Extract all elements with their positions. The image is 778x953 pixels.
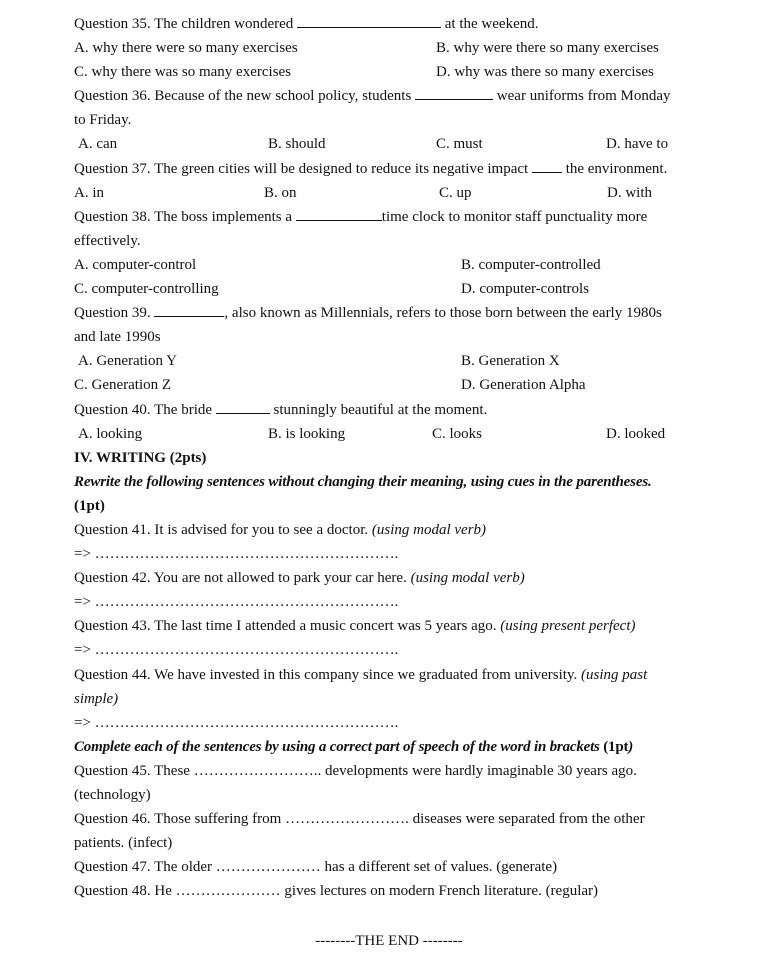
question-38 [74,205,724,229]
question-35-stem-end: at the weekend. [444,16,539,32]
option-a: A. Generation Y [78,353,177,370]
question-43-cue: (using present perfect) [500,618,636,635]
option-a: A. can [78,136,118,153]
question-36-options [74,132,724,156]
question-45: Question 45. These …………………….. developments were hardly imaginable 30 years ago. [74,762,637,779]
question-41 [74,518,724,542]
end-marker: --------THE END -------- [315,933,463,949]
question-44-cue-continuation: simple) [74,690,119,707]
question-39-options-row-1 [74,349,724,373]
question-35-options-row-2 [74,60,724,84]
option-d: D. with [607,184,652,201]
answer-blank [154,301,224,317]
question-37-options [74,181,724,205]
option-c: C. computer-controlling [74,281,219,298]
answer-line: => ……………………………………………………. [74,594,399,611]
section-heading: IV. WRITING (2pts) [74,449,207,466]
option-c: C. why there was so many exercises [74,64,292,81]
question-47: Question 47. The older ………………… has a different set of values. (generate) [74,859,558,876]
question-37-stem: Question 37. The green cities will be designed to reduce its negative impact [74,160,529,177]
option-c: C. up [439,184,472,201]
question-48: Question 48. He ………………… gives lectures on modern French literature. (regular) [74,883,599,900]
question-44 [74,663,724,687]
question-41-cue: (using modal verb) [371,521,487,538]
question-39-options-row-2 [74,373,724,397]
option-d: D. have to [606,136,669,153]
instruction-word-form-points-close: ) [628,738,634,755]
option-b: B. Generation X [461,353,560,370]
option-b: B. computer-controlled [461,256,601,273]
instruction-rewrite-points: (1pt) [74,497,105,514]
answer-blank [532,157,562,173]
answer-blank [297,12,441,28]
question-40-stem-end: stunningly beautiful at the moment. [273,401,488,418]
question-46-continuation: patients. (infect) [74,835,173,852]
answer-line: => ……………………………………………………. [74,714,399,731]
question-38-stem: Question 38. The boss implements a [74,208,293,225]
question-38-options-row-2 [74,277,724,301]
question-40 [74,398,724,422]
question-40-stem: Question 40. The bride [74,401,213,418]
option-d: D. Generation Alpha [461,377,586,394]
option-a: A. looking [78,425,143,442]
answer-blank [296,205,382,221]
option-a: A. in [74,184,104,201]
question-42-text: Question 42. You are not allowed to park your car here. [74,570,407,587]
answer-line: => ……………………………………………………. [74,546,399,563]
option-b: B. why were there so many exercises [436,40,659,57]
question-42 [74,566,724,590]
option-c: C. must [436,136,483,153]
question-38-stem-end: time clock to monitor staff punctuality more [381,208,648,225]
question-36 [74,84,724,108]
question-39-stem: Question 39. [74,305,151,322]
option-d: D. looked [606,425,666,442]
question-44-cue: (using past [581,666,648,683]
question-35-stem: Question 35. The children wondered [74,16,294,32]
question-35 [74,12,724,36]
option-b: B. is looking [268,425,346,442]
question-39-stem-end: , also known as Millennials, refers to those born between the early 1980s [224,305,662,322]
question-45-continuation: (technology) [74,787,151,803]
option-c: C. Generation Z [74,377,172,394]
question-44-text: Question 44. We have invested in this company since we graduated from university. [74,666,578,683]
answer-line: => ……………………………………………………. [74,642,399,659]
option-b: B. should [268,136,326,153]
exam-page [74,12,724,903]
question-43-text: Question 43. The last time I attended a music concert was 5 years ago. [74,618,497,635]
instruction-word-form-points: (1pt [599,738,629,755]
question-36-stem: Question 36. Because of the new school policy, students [74,88,412,105]
question-38-options-row-1 [74,253,724,277]
option-a: A. why there were so many exercises [74,40,298,57]
question-35-options-row-1 [74,36,724,60]
option-c: C. looks [432,425,483,442]
question-38-continuation: effectively. [74,232,141,249]
answer-blank [415,84,493,100]
question-46: Question 46. Those suffering from ……………………. diseases were separated from the other [74,811,645,828]
question-37 [74,157,724,181]
option-a: A. computer-control [74,256,197,273]
question-43 [74,614,724,638]
question-39-continuation: and late 1990s [74,329,161,346]
question-40-options [74,422,724,446]
instruction-rewrite: Rewrite the following sentences without changing their meaning, using cues in the parentheses. [74,473,652,490]
option-d: D. computer-controls [461,281,589,298]
instruction-word-form-text: Complete each of the sentences by using a correct part of speech of the word in brackets [74,738,600,755]
instruction-word-form [74,735,724,759]
option-b: B. on [264,184,297,201]
question-39 [74,301,724,325]
question-36-continuation: to Friday. [74,112,132,129]
answer-blank [216,398,270,414]
question-37-stem-end: the environment. [565,160,668,177]
option-d: D. why was there so many exercises [436,64,654,81]
question-42-cue: (using modal verb) [410,570,525,587]
question-36-stem-end: wear uniforms from Monday [496,88,671,105]
question-41-text: Question 41. It is advised for you to see a doctor. [74,521,369,538]
